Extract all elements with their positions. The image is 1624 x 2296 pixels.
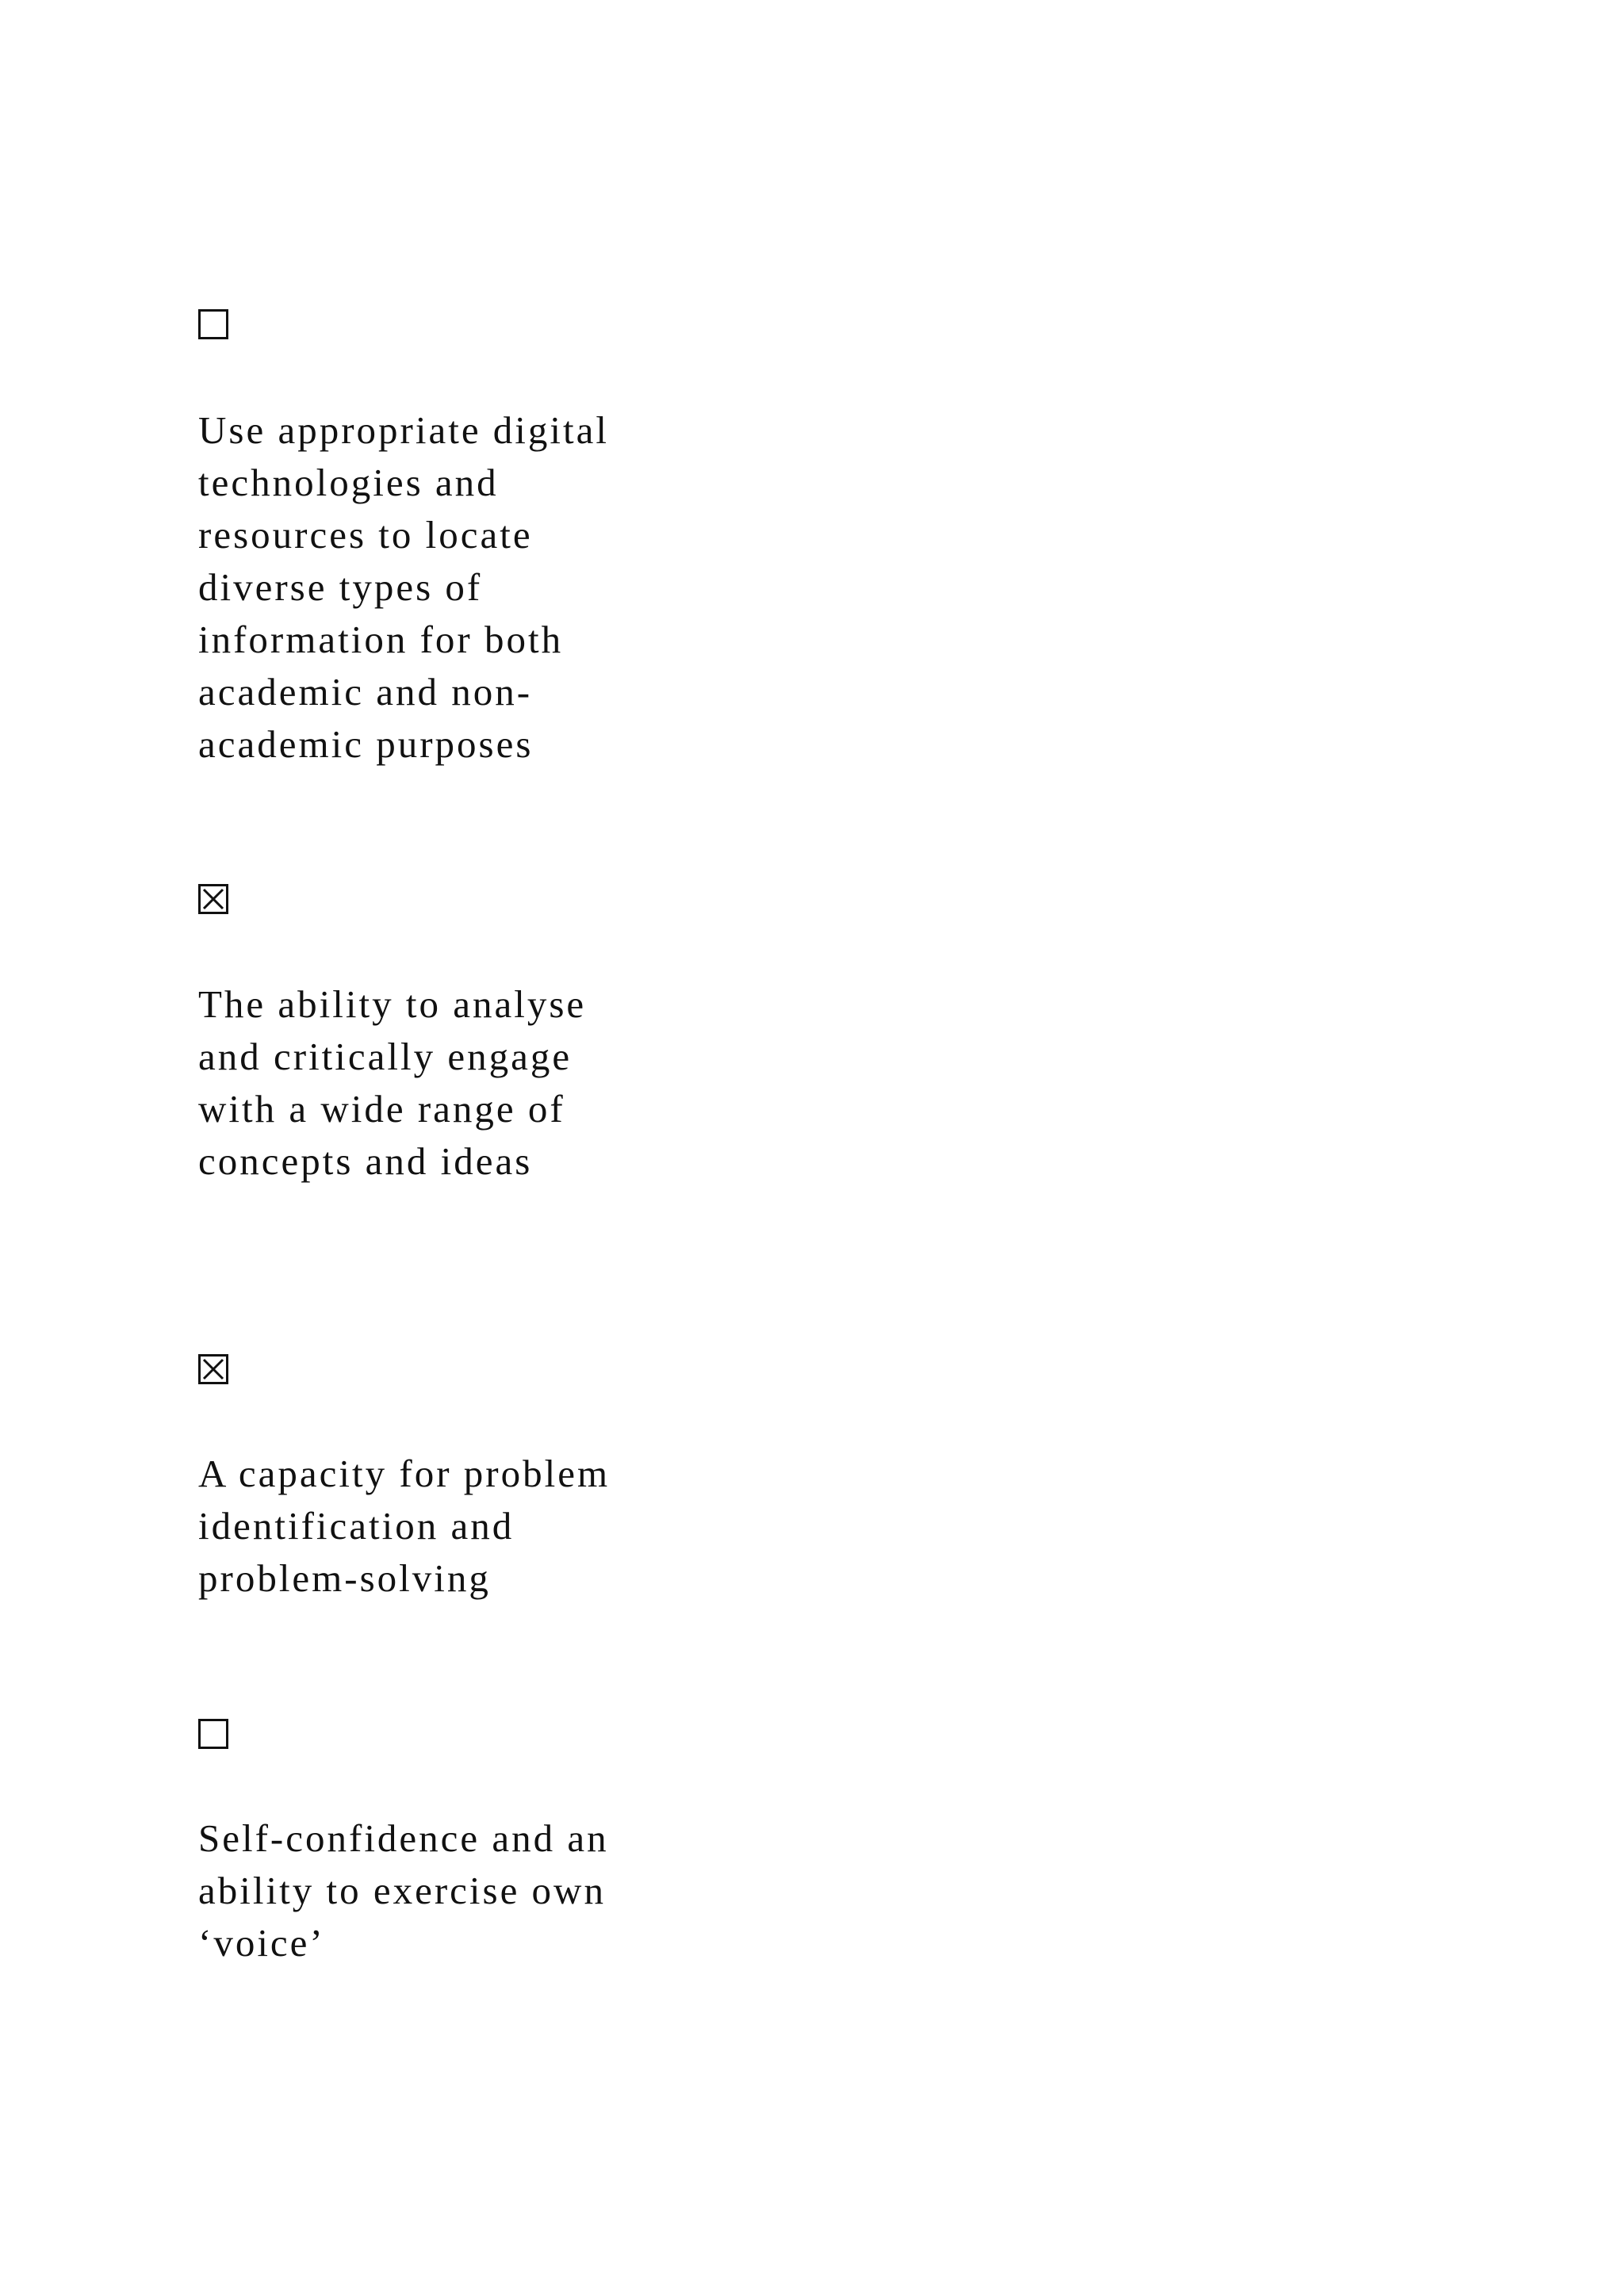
checkbox-unchecked-icon[interactable] [198,309,228,339]
item-text-analyse-concepts: The ability to analyse and critically engage with a wide range of concepts and ideas [198,982,587,1183]
checkbox-checked-icon[interactable] [198,884,228,914]
checkbox-checked-icon[interactable] [198,1354,228,1384]
checkmark-cross-icon [201,1357,226,1382]
item-text-problem-solving: A capacity for problem identification and problem-solving [198,1452,611,1600]
checkbox-unchecked-icon[interactable] [198,1719,228,1749]
item-text-self-confidence: Self-confidence and an ability to exercise own ‘voice’ [198,1816,609,1965]
checkmark-cross-icon [201,886,226,912]
item-text-digital-technologies: Use appropriate digital technologies and resources to locate diverse types of information for both academic and non- academic purposes [198,408,610,766]
